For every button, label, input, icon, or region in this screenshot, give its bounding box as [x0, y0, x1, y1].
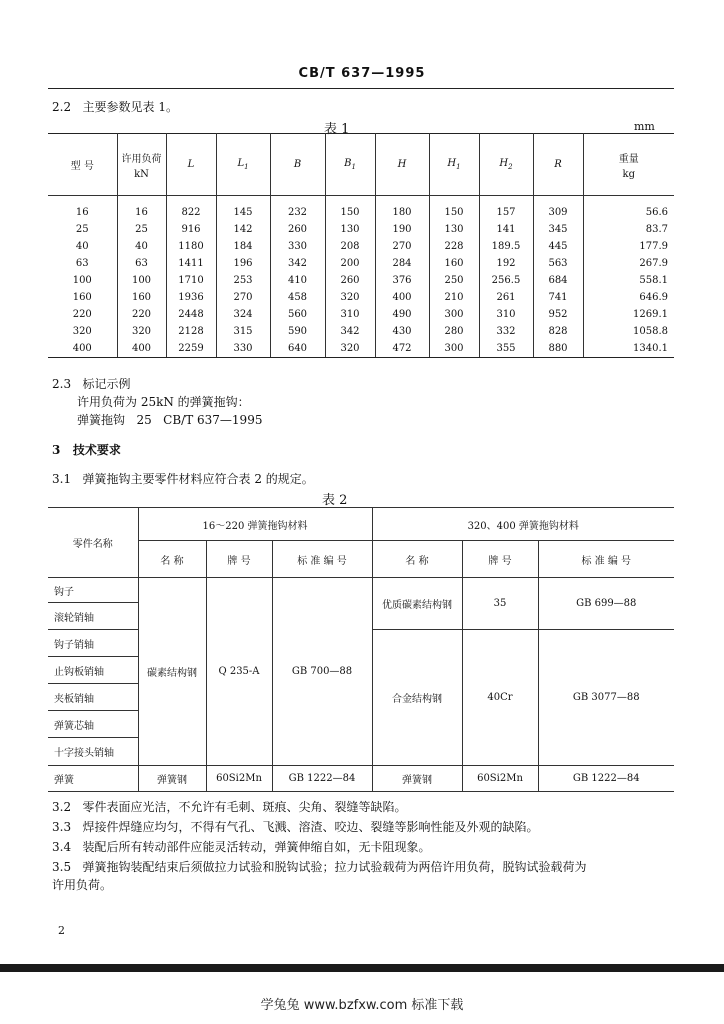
g1-material-standard: GB 700—88: [272, 578, 372, 766]
table-cell: 100: [117, 272, 166, 289]
section-text: 弹簧拖钩主要零件材料应符合表 2 的规定。: [82, 472, 314, 486]
table-cell: 40: [75, 241, 89, 252]
table-cell: 157: [479, 204, 533, 221]
table-cell: 220: [72, 309, 92, 320]
table-cell: 253: [216, 272, 270, 289]
g1-material-grade: Q 235-A: [206, 578, 272, 766]
table-cell: 320: [325, 340, 375, 358]
section-number: 3: [52, 443, 61, 457]
table-cell: 160: [429, 255, 479, 272]
table-row: [48, 238, 674, 255]
table-cell: 410: [270, 272, 325, 289]
section-number: 3.3: [52, 820, 72, 834]
table2-caption: 表 2: [322, 493, 348, 508]
section-number: 3.4: [52, 840, 72, 854]
part-clamp-pin: 夹板销轴: [48, 684, 138, 711]
section-2-2: [52, 98, 178, 115]
section-2-3: [52, 375, 131, 392]
section-title: 技术要求: [72, 443, 121, 457]
spring-material-grade-2: 60Si2Mn: [462, 766, 538, 792]
table-cell: 184: [216, 238, 270, 255]
table-cell: 458: [270, 289, 325, 306]
table-cell: 270: [375, 238, 429, 255]
section-title: 标记示例: [82, 377, 131, 391]
table-row: [48, 340, 674, 358]
table-cell: 590: [270, 323, 325, 340]
section-text: 焊接件焊缝应均匀，不得有气孔、飞溅、溶渣、咬边、裂缝等影响性能及外观的缺陷。: [82, 820, 539, 834]
table-cell: 256.5: [479, 272, 533, 289]
table-cell: 472: [375, 340, 429, 358]
header-weight-label: 重量: [618, 153, 639, 165]
table-cell: 180: [375, 204, 429, 221]
table-cell: 150: [325, 204, 375, 221]
table-cell: 56.6: [583, 204, 674, 221]
table-cell: 160: [72, 292, 92, 303]
spring-material-name: 弹簧钢: [138, 766, 206, 792]
table-cell: 260: [325, 272, 375, 289]
table-cell: 310: [479, 306, 533, 323]
header-weight: [583, 134, 674, 196]
spring-material-standard: GB 1222—84: [272, 766, 372, 792]
table-row: [48, 221, 674, 238]
table-cell: 952: [533, 306, 583, 323]
table-cell: 150: [429, 204, 479, 221]
table-cell: 130: [429, 221, 479, 238]
table-cell: 177.9: [583, 238, 674, 255]
header-H2: [479, 134, 533, 196]
table-cell: 145: [216, 204, 270, 221]
table-cell: 2128: [166, 323, 216, 340]
table-cell: 1340.1: [583, 340, 674, 358]
footer-bar: [0, 964, 724, 972]
section-text: 装配后所有转动部件应能灵活转动，弹簧伸缩自如，无卡阻现象。: [82, 840, 431, 854]
header-group-small: 16～220 弹簧拖钩材料: [138, 508, 372, 541]
table-cell: 320: [117, 323, 166, 340]
table-cell: 250: [429, 272, 479, 289]
table-cell: 130: [325, 221, 375, 238]
table-cell: 330: [216, 340, 270, 358]
header-L1-letter: L: [237, 158, 245, 169]
table-cell: 1411: [166, 255, 216, 272]
header-model: 型 号: [70, 161, 94, 172]
section-3-5: [52, 858, 587, 875]
table-cell: 1058.8: [583, 323, 674, 340]
table-cell: 200: [325, 255, 375, 272]
spring-material-standard-2: GB 1222—84: [538, 766, 674, 792]
header-B1-sub: 1: [351, 163, 356, 171]
section-3-4: [52, 838, 431, 855]
part-stop-plate-pin: 止钩板销轴: [48, 657, 138, 684]
table-cell: 309: [533, 204, 583, 221]
table-cell: 320: [325, 289, 375, 306]
table-cell: 342: [270, 255, 325, 272]
part-cross-joint-pin: 十字接头销轴: [48, 738, 138, 766]
table-cell: 310: [325, 306, 375, 323]
table1-unit: mm: [634, 120, 655, 133]
table-cell: 916: [166, 221, 216, 238]
header-B: B: [270, 134, 325, 196]
section-3-1: [52, 470, 314, 487]
table-cell: 646.9: [583, 289, 674, 306]
table-cell: 63: [75, 258, 89, 269]
page-number: 2: [58, 924, 65, 937]
table-cell: 1936: [166, 289, 216, 306]
table-cell: 261: [479, 289, 533, 306]
section-text: 主要参数见表 1。: [82, 100, 178, 114]
table-cell: 25: [117, 221, 166, 238]
table-cell: 376: [375, 272, 429, 289]
table-cell: 142: [216, 221, 270, 238]
table-row: [48, 306, 674, 323]
table-cell: 1269.1: [583, 306, 674, 323]
header-group-large: 320、400 弹簧拖钩材料: [372, 508, 674, 541]
section-number: 2.2: [52, 100, 72, 114]
header-weight-unit: kg: [622, 168, 635, 180]
material-table: [48, 507, 674, 792]
header-H1: [429, 134, 479, 196]
table-cell: 267.9: [583, 255, 674, 272]
table-cell: 83.7: [583, 221, 674, 238]
table-cell: 684: [533, 272, 583, 289]
table-cell: 822: [166, 204, 216, 221]
header-R: R: [533, 134, 583, 196]
marking-example: 弹簧拖钩 25 CB/T 637—1995: [77, 413, 263, 427]
header-rule: [48, 88, 674, 89]
table-row: [48, 289, 674, 306]
table-cell: 63: [117, 255, 166, 272]
header-load-label: 许用负荷: [121, 153, 162, 165]
table-cell: 445: [533, 238, 583, 255]
table-cell: 400: [375, 289, 429, 306]
g2b-material-grade: 40Cr: [462, 630, 538, 766]
table-cell: 640: [270, 340, 325, 358]
table-cell: 260: [270, 221, 325, 238]
table-cell: 741: [533, 289, 583, 306]
header-H: H: [375, 134, 429, 196]
table-cell: 345: [533, 221, 583, 238]
table-cell: 332: [479, 323, 533, 340]
header-part-name: 零件名称: [48, 508, 138, 578]
header-L1: [216, 134, 270, 196]
g2a-material-name: 优质碳素结构钢: [372, 578, 462, 630]
header-L: L: [166, 134, 216, 196]
table-cell: 189.5: [479, 238, 533, 255]
section-number: 2.3: [52, 377, 72, 391]
part-hook-pin: 钩子销轴: [48, 630, 138, 657]
section-3-2: [52, 798, 407, 815]
table-cell: 430: [375, 323, 429, 340]
marking-example-desc: 许用负荷为 25kN 的弹簧拖钩：: [77, 395, 250, 409]
table-row: [48, 323, 674, 340]
spring-material-grade: 60Si2Mn: [206, 766, 272, 792]
table-cell: 192: [479, 255, 533, 272]
part-roller-pin: 滚轮销轴: [48, 603, 138, 630]
spring-material-name-2: 弹簧钢: [372, 766, 462, 792]
table-cell: 558.1: [583, 272, 674, 289]
section-3-5-cont: 许用负荷。: [52, 878, 113, 892]
header-grade-2: 牌 号: [462, 541, 538, 578]
table-cell: 284: [375, 255, 429, 272]
header-H1-letter: H: [447, 158, 457, 169]
table-cell: 210: [429, 289, 479, 306]
table-header-row: [48, 134, 674, 196]
table-cell: 40: [117, 238, 166, 255]
table-cell: 2259: [166, 340, 216, 358]
table-cell: 141: [479, 221, 533, 238]
table-cell: 190: [375, 221, 429, 238]
table-cell: 490: [375, 306, 429, 323]
table-cell: 320: [72, 326, 92, 337]
g1-material-name: 碳素结构钢: [138, 578, 206, 766]
table-cell: 280: [429, 323, 479, 340]
header-standard-2: 标 准 编 号: [538, 541, 674, 578]
standard-header: CB/T 637—1995: [298, 66, 426, 81]
table-cell: 1180: [166, 238, 216, 255]
table-cell: 228: [429, 238, 479, 255]
table-cell: 208: [325, 238, 375, 255]
table-cell: 880: [533, 340, 583, 358]
header-B1-letter: B: [344, 158, 352, 169]
table-row: [48, 204, 674, 221]
table-cell: 300: [429, 306, 479, 323]
table-row: [48, 272, 674, 289]
table-cell: 16: [117, 204, 166, 221]
table-cell: 560: [270, 306, 325, 323]
section-number: 3.1: [52, 472, 72, 486]
table-row: [48, 255, 674, 272]
table-cell: 25: [75, 224, 89, 235]
header-H2-sub: 2: [508, 163, 513, 171]
part-spring: 弹簧: [48, 766, 138, 792]
table-cell: 324: [216, 306, 270, 323]
header-load: [117, 134, 166, 196]
table1-caption: 表 1: [324, 122, 350, 137]
table-cell: 160: [117, 289, 166, 306]
header-grade: 牌 号: [206, 541, 272, 578]
table-cell: 563: [533, 255, 583, 272]
header-load-unit: kN: [134, 168, 149, 180]
g2a-material-standard: GB 699—88: [538, 578, 674, 630]
table-cell: 400: [48, 340, 117, 358]
table-cell: 300: [429, 340, 479, 358]
table-cell: 342: [325, 323, 375, 340]
header-standard: 标 准 编 号: [272, 541, 372, 578]
table-cell: 16: [75, 207, 89, 218]
table-cell: 196: [216, 255, 270, 272]
header-B1: [325, 134, 375, 196]
section-3: [52, 441, 121, 458]
table-cell: 100: [72, 275, 92, 286]
section-number: 3.5: [52, 860, 72, 874]
section-text: 弹簧拖钩装配结束后须做拉力试验和脱钩试验；拉力试验载荷为两倍许用负荷，脱钩试验载荷为: [82, 860, 587, 874]
g2a-material-grade: 35: [462, 578, 538, 630]
table-cell: 270: [216, 289, 270, 306]
site-footer[interactable]: 学兔兔 www.bzfxw.com 标准下载: [260, 998, 464, 1013]
part-spring-mandrel: 弹簧芯轴: [48, 711, 138, 738]
table-cell: 315: [216, 323, 270, 340]
table-cell: 355: [479, 340, 533, 358]
table-cell: 828: [533, 323, 583, 340]
table-cell: 330: [270, 238, 325, 255]
header-name: 名 称: [138, 541, 206, 578]
parameter-table: [48, 133, 674, 358]
table-cell: 400: [117, 340, 166, 358]
section-3-3: [52, 818, 539, 835]
header-name-2: 名 称: [372, 541, 462, 578]
table-cell: 2448: [166, 306, 216, 323]
section-number: 3.2: [52, 800, 72, 814]
table-cell: 232: [270, 204, 325, 221]
part-hook: 钩子: [48, 578, 138, 603]
header-L1-sub: 1: [244, 163, 249, 171]
table-cell: 220: [117, 306, 166, 323]
header-H1-sub: 1: [456, 163, 461, 171]
header-H2-letter: H: [499, 158, 509, 169]
table-cell: 1710: [166, 272, 216, 289]
section-text: 零件表面应光洁，不允许有毛刺、斑痕、尖角、裂缝等缺陷。: [82, 800, 407, 814]
g2b-material-name: 合金结构钢: [372, 630, 462, 766]
g2b-material-standard: GB 3077—88: [538, 630, 674, 766]
